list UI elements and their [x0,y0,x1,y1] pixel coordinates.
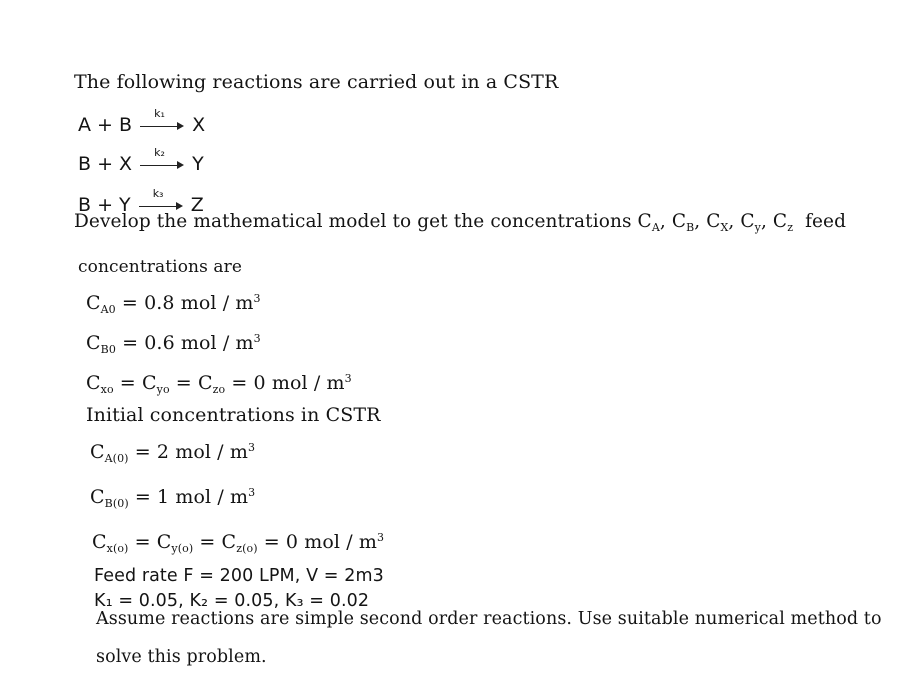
develop-line: Develop the mathematical model to get the concentrations $C_A$, $C_B$, $C_X$, $C_y$, $C_z$ feed [74,211,847,234]
conc-exponent: 3 [253,292,261,305]
reaction-arrow [140,106,184,133]
conc-subscript: A(0) [104,452,129,465]
conc-symbol: C [90,441,105,463]
conc-subscript: B(0) [104,497,129,510]
conc-value: = 0 mol / m [225,372,345,394]
initial-conc-b [90,487,255,510]
conc-exponent: 3 [253,332,261,345]
conc-symbol: C [90,486,105,508]
conc-value: = 0.8 mol / m [115,292,254,314]
conc-symbol: C [86,332,101,354]
sub-z: z [787,221,794,234]
reaction-1-right: X [192,114,206,136]
conc-symbol: C [197,372,213,394]
reaction-2 [78,145,204,175]
feed-rate-line: Feed rate F = 200 LPM, V = 2m3 [94,566,384,586]
reaction-arrow [140,145,184,172]
conc-exponent: 3 [248,486,256,499]
conc-subscript: A0 [100,303,116,316]
assumption-line-2: solve this problem. [96,647,267,667]
intro-line: The following reactions are carried out in a CSTR [74,71,559,93]
initial-conc-a [90,442,255,465]
reaction-1 [78,106,206,136]
conc-subscript: B0 [100,343,116,356]
reaction-2-right: Y [192,153,204,175]
conc-symbol: C [221,531,237,553]
conc-symbol: C [86,372,101,394]
conc-symbol: C [156,531,172,553]
conc-subscript: x(o) [106,542,129,555]
conc-subscript: y(o) [171,542,194,555]
conc-value: = 0.6 mol / m [115,332,254,354]
conc-subscript: xo [100,383,114,396]
reaction-3-left: B + Y [78,194,131,216]
feed-conc-b0 [86,333,261,356]
conc-symbol: C [86,292,101,314]
conc-subscript: zo [212,383,226,396]
conc-exponent: 3 [376,531,385,544]
feed-conc-xyz: $C_{xo} = C_{yo} = C_{zo} = 0$ mol / $m^3$ [86,372,352,396]
sub-b: B [686,221,695,234]
conc-exponent: 3 [247,441,256,454]
develop-text: Develop the mathematical model to get the concentrations C [74,211,652,232]
conc-symbol: C [141,372,157,394]
rate-constants-line: K₁ = 0.05, K₂ = 0.05, K₃ = 0.02 [94,591,370,611]
rate-constant-label: k₁ [154,106,165,120]
conc-exponent: 3 [344,372,352,385]
conc-subscript: z(o) [236,542,258,555]
feed-word: feed [805,211,847,232]
sub-y: y [754,221,761,234]
conc-value: = 1 mol / m [128,486,249,508]
assumption-line-1: Assume reactions are simple second order reactions. Use suitable numerical method to [96,609,882,629]
conc-subscript: yo [156,383,170,396]
sub-x: X [720,221,729,234]
initial-conc-xyz: $C_{x(o)} = C_{y(o)} = C_{z(o)} = 0$ mol / $m^3$ [92,531,385,555]
reaction-2-left: B + X [78,153,133,175]
conc-symbol: C [92,531,107,553]
rate-constant-label: k₃ [152,186,164,200]
sub-a: A [651,221,660,234]
initial-label: Initial concentrations in CSTR [86,404,381,426]
feed-conc-a0 [86,293,261,316]
rate-constant-label: k₂ [154,145,165,159]
concentrations-label: concentrations are [78,257,243,277]
reaction-1-left: A + B [78,114,133,136]
reaction-3-right: Z [190,194,204,216]
conc-value: = 2 mol / m [128,441,248,463]
conc-value: = 0 mol / m [257,531,377,553]
